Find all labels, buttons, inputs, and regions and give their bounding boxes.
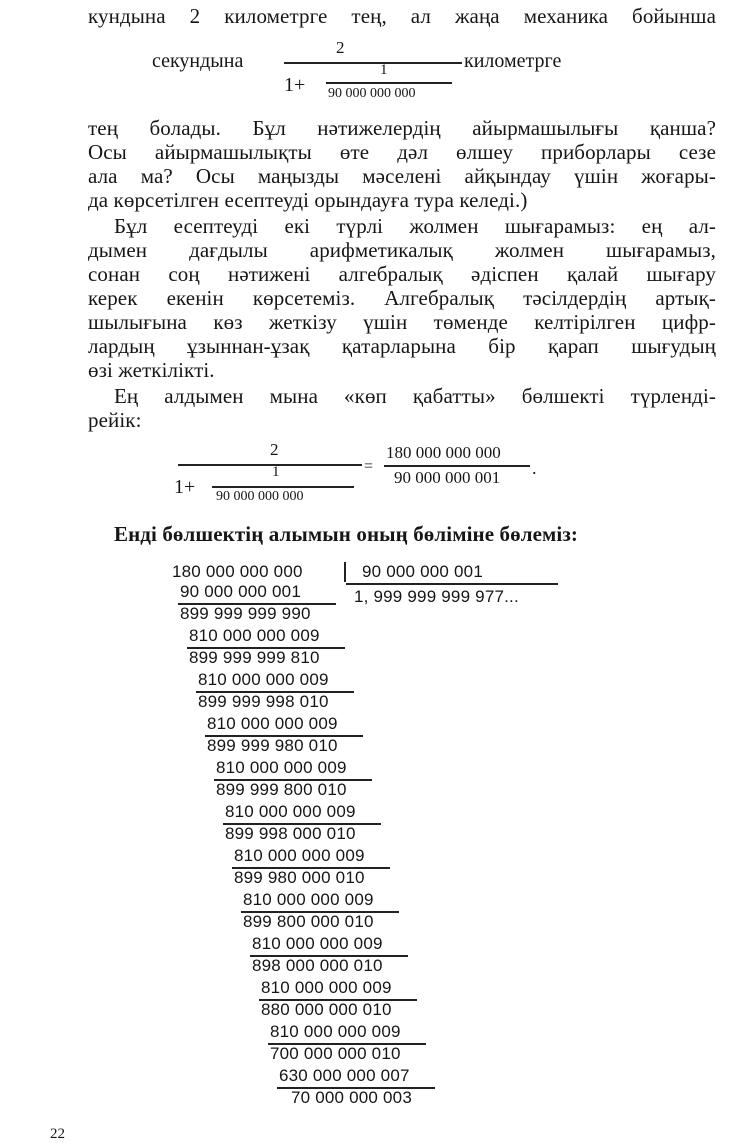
division-step: 810 000 000 009 <box>261 978 392 997</box>
division-step: 899 999 999 990 <box>180 604 311 623</box>
division-step: 899 800 000 010 <box>243 912 374 931</box>
division-step: 899 999 800 010 <box>216 780 347 799</box>
division-step: 810 000 000 009 <box>225 802 356 821</box>
quotient: 1, 999 999 999 977... <box>354 587 519 606</box>
division-step: 810 000 000 009 <box>270 1022 401 1041</box>
division-step: 630 000 000 007 <box>279 1066 410 1085</box>
inner-numerator: 1 <box>380 62 388 78</box>
fraction-numerator: 2 <box>270 440 279 459</box>
text-line: ала ма? Осы маңызды мәселені айқындау үшін жоғары- <box>88 164 716 188</box>
text-line: Енді бөлшектің алымын оның бөліміне бөлеміз: <box>114 522 579 546</box>
division-bracket <box>344 562 346 582</box>
result-numerator: 180 000 000 000 <box>386 443 501 462</box>
fraction-bar <box>178 464 362 466</box>
inner-denominator: 90 000 000 000 <box>328 86 416 101</box>
text-line: лардың ұзыннан-ұзақ қатарларына бір қарап шығудың <box>88 334 716 358</box>
result-fraction-bar <box>384 465 530 467</box>
division-step: 810 000 000 009 <box>234 846 365 865</box>
text-line: кундына 2 километрге тең, ал жаңа механика бойынша <box>88 4 716 28</box>
division-step: 899 998 000 010 <box>225 824 356 843</box>
text-line: Осы айырмашылықты өте дәл өлшеу приборлары сезе <box>88 140 716 164</box>
fraction-one-plus: 1+ <box>174 476 196 498</box>
division-step: 899 999 980 010 <box>207 736 338 755</box>
inner-denominator: 90 000 000 000 <box>216 489 304 504</box>
text-line: рейік: <box>88 408 142 432</box>
division-step: 810 000 000 009 <box>189 626 320 645</box>
result-denominator: 90 000 000 001 <box>394 468 501 487</box>
text-line: өзі жеткілікті. <box>88 358 215 382</box>
text-line: сонан соң нәтижені алгебралық әдіспен қалай шығару <box>88 262 716 286</box>
text-line: Бұл есептеуді екі түрлі жолмен шығарамыз: ең ал- <box>114 214 716 238</box>
division-step: 810 000 000 009 <box>252 934 383 953</box>
division-step: 880 000 000 010 <box>261 1000 392 1019</box>
division-step: 810 000 000 009 <box>243 890 374 909</box>
fraction-one-plus: 1+ <box>284 74 306 96</box>
text-line: да көрсетілген есептеуді орындауға тура келеді.) <box>88 188 528 212</box>
fraction-bar <box>284 62 462 64</box>
text-fragment: секундына <box>152 50 244 72</box>
text-line: керек екенін көрсетеміз. Алгебралық тәсілдердің артық- <box>88 286 716 310</box>
page-number: 22 <box>50 1126 65 1142</box>
division-step: 810 000 000 009 <box>198 670 329 689</box>
division-step: 899 999 998 010 <box>198 692 329 711</box>
division-step: 810 000 000 009 <box>207 714 338 733</box>
equals-sign: = <box>364 458 374 475</box>
inner-numerator: 1 <box>272 464 280 480</box>
divisor: 90 000 000 001 <box>362 562 483 581</box>
text-line: тең болады. Бұл нәтижелердің айырмашылығы қанша? <box>88 116 716 140</box>
text-line: дымен дағдылы арифметикалық жолмен шығарамыз, <box>88 238 716 262</box>
dividend: 180 000 000 000 <box>172 562 303 581</box>
fraction-numerator: 2 <box>336 38 345 57</box>
division-step: 70 000 000 003 <box>291 1088 412 1107</box>
text-fragment: километрге <box>464 50 562 72</box>
inner-fraction-bar <box>212 486 354 488</box>
division-step: 899 980 000 010 <box>234 868 365 887</box>
division-step: 898 000 000 010 <box>252 956 383 975</box>
division-step: 90 000 000 001 <box>180 582 301 601</box>
quotient-rule <box>346 583 558 585</box>
division-step: 810 000 000 009 <box>216 758 347 777</box>
period: . <box>532 458 537 478</box>
text-line: Ең алдымен мына «көп қабатты» бөлшекті түрленді- <box>114 384 716 408</box>
text-line: шылығына көз жеткізу үшін төменде келтірілген цифр- <box>88 310 716 334</box>
division-step: 700 000 000 010 <box>270 1044 401 1063</box>
inner-fraction-bar <box>326 82 452 84</box>
division-step: 899 999 999 810 <box>189 648 320 667</box>
